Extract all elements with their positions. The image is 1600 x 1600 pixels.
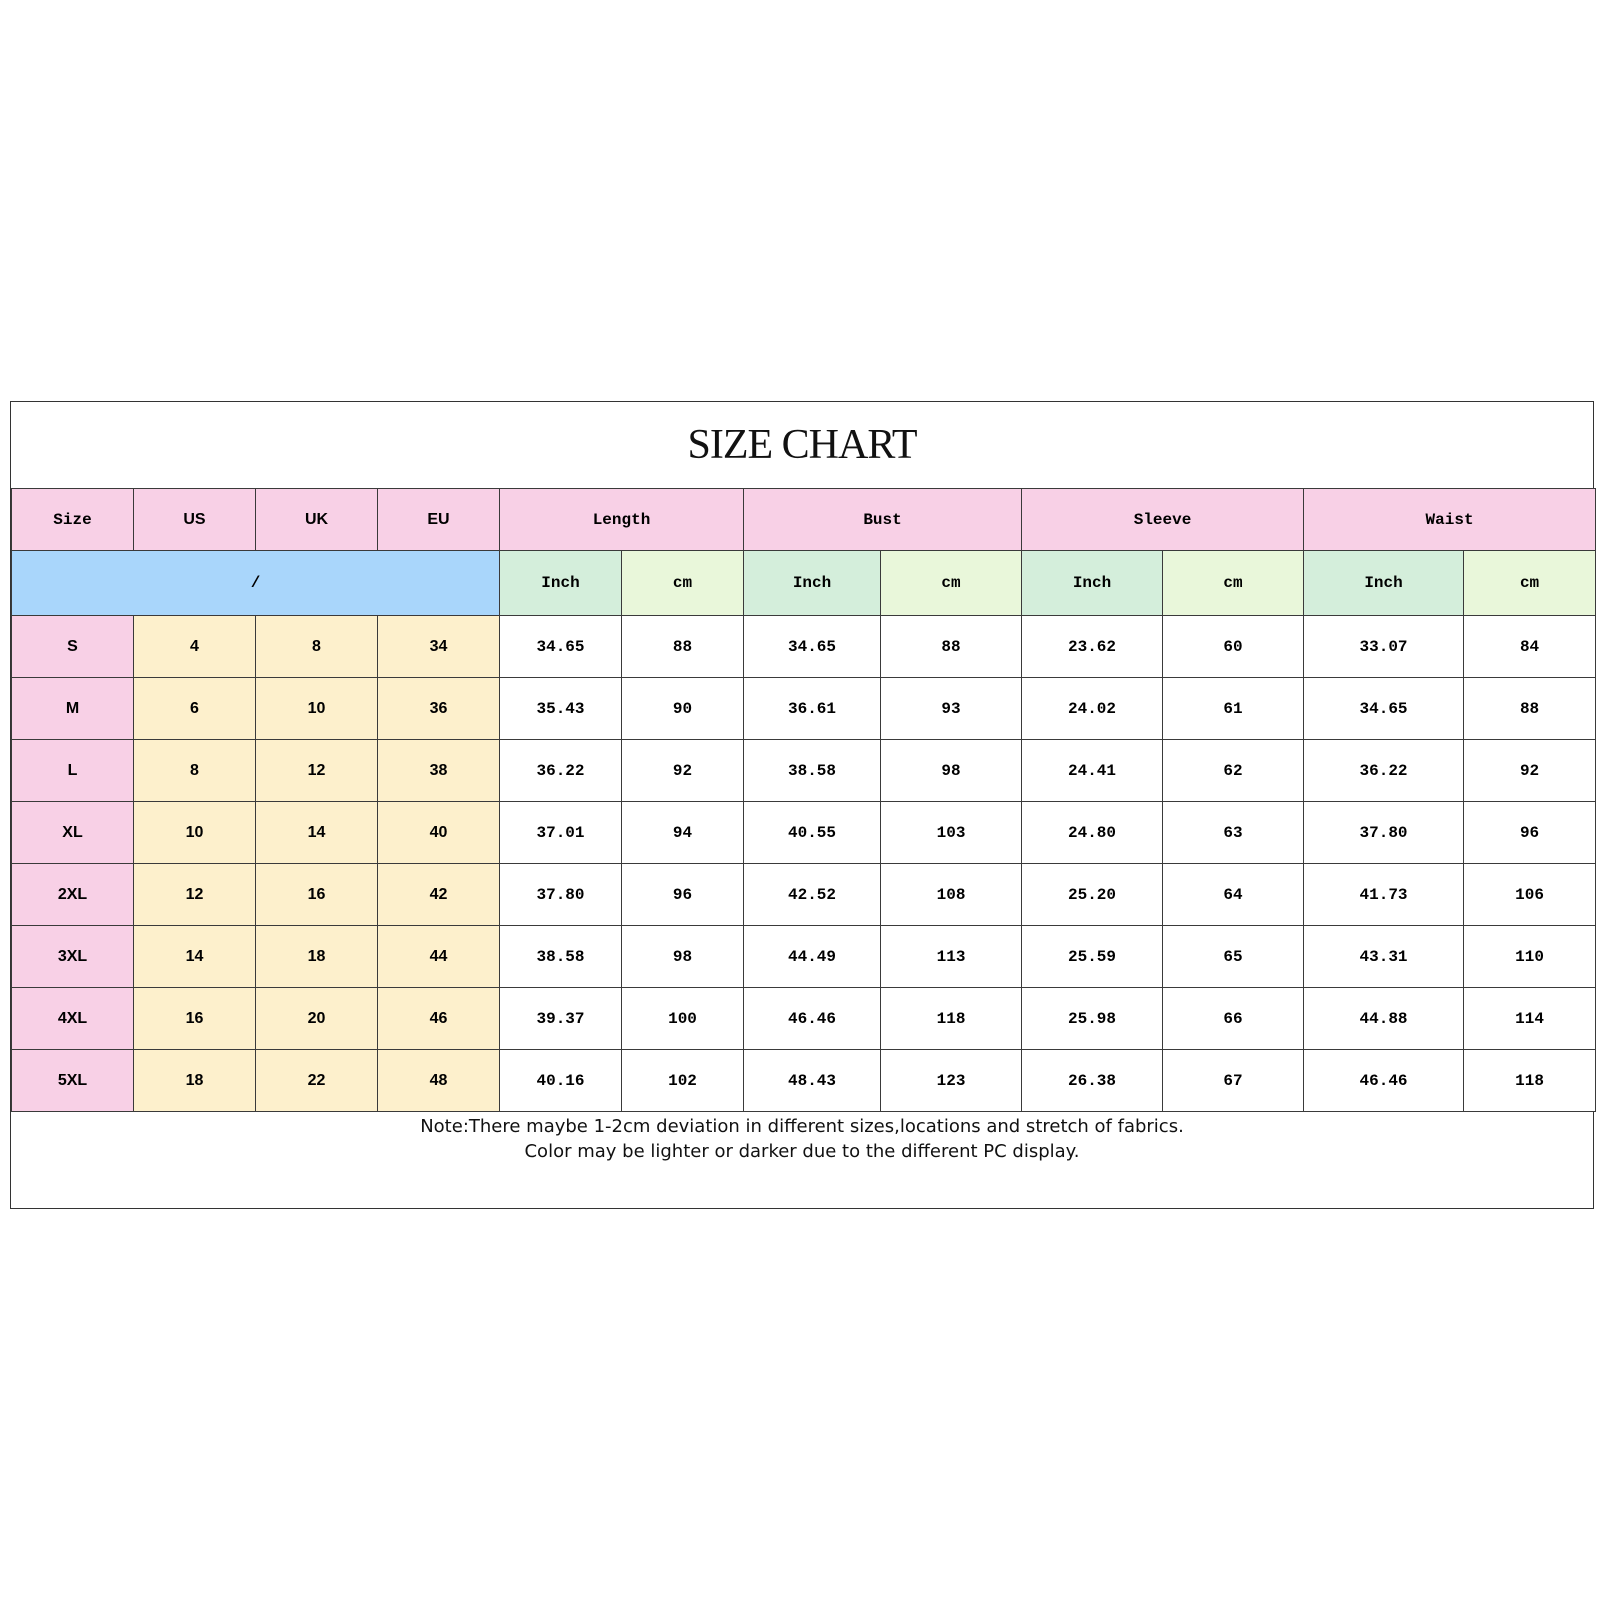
cell-sleeve-inch: 25.98 — [1022, 988, 1163, 1050]
cell-bust-cm: 118 — [881, 988, 1022, 1050]
cell-sleeve-inch: 24.02 — [1022, 678, 1163, 740]
cell-waist-cm: 106 — [1464, 864, 1596, 926]
header-us: US — [134, 489, 256, 551]
cell-size: M — [12, 678, 134, 740]
cell-uk: 18 — [256, 926, 378, 988]
header-eu: EU — [378, 489, 500, 551]
cell-waist-cm: 110 — [1464, 926, 1596, 988]
cell-eu: 48 — [378, 1050, 500, 1112]
cell-eu: 34 — [378, 616, 500, 678]
unit-row — [12, 551, 1596, 616]
cell-length-cm: 102 — [622, 1050, 744, 1112]
unit-bust-inch: Inch — [744, 551, 881, 616]
cell-length-inch: 38.58 — [500, 926, 622, 988]
cell-uk: 8 — [256, 616, 378, 678]
cell-waist-inch: 43.31 — [1304, 926, 1464, 988]
cell-eu: 40 — [378, 802, 500, 864]
table-row — [12, 802, 1596, 864]
cell-sleeve-cm: 67 — [1163, 1050, 1304, 1112]
cell-bust-inch: 38.58 — [744, 740, 881, 802]
cell-sleeve-inch: 25.59 — [1022, 926, 1163, 988]
cell-length-cm: 88 — [622, 616, 744, 678]
cell-us: 10 — [134, 802, 256, 864]
cell-sleeve-cm: 63 — [1163, 802, 1304, 864]
cell-sleeve-cm: 64 — [1163, 864, 1304, 926]
cell-sleeve-cm: 62 — [1163, 740, 1304, 802]
cell-bust-inch: 46.46 — [744, 988, 881, 1050]
cell-bust-inch: 42.52 — [744, 864, 881, 926]
cell-us: 14 — [134, 926, 256, 988]
cell-us: 18 — [134, 1050, 256, 1112]
cell-uk: 22 — [256, 1050, 378, 1112]
header-waist: Waist — [1304, 489, 1596, 551]
header-uk: UK — [256, 489, 378, 551]
cell-sleeve-cm: 61 — [1163, 678, 1304, 740]
unit-sleeve-inch: Inch — [1022, 551, 1163, 616]
cell-waist-inch: 41.73 — [1304, 864, 1464, 926]
cell-uk: 14 — [256, 802, 378, 864]
note-line-2: Color may be lighter or darker due to the different PC display. — [524, 1141, 1080, 1162]
note-line-1: Note:There maybe 1-2cm deviation in different sizes,locations and stretch of fabrics. — [420, 1116, 1184, 1137]
header-row — [12, 489, 1596, 551]
cell-bust-cm: 108 — [881, 864, 1022, 926]
cell-length-inch: 36.22 — [500, 740, 622, 802]
cell-waist-inch: 46.46 — [1304, 1050, 1464, 1112]
cell-length-cm: 98 — [622, 926, 744, 988]
cell-eu: 36 — [378, 678, 500, 740]
cell-length-inch: 37.01 — [500, 802, 622, 864]
cell-sleeve-inch: 23.62 — [1022, 616, 1163, 678]
cell-waist-inch: 36.22 — [1304, 740, 1464, 802]
table-row — [12, 988, 1596, 1050]
cell-size: 5XL — [12, 1050, 134, 1112]
cell-size: 4XL — [12, 988, 134, 1050]
cell-sleeve-inch: 25.20 — [1022, 864, 1163, 926]
cell-length-inch: 39.37 — [500, 988, 622, 1050]
cell-bust-inch: 36.61 — [744, 678, 881, 740]
unit-waist-inch: Inch — [1304, 551, 1464, 616]
cell-us: 12 — [134, 864, 256, 926]
cell-eu: 46 — [378, 988, 500, 1050]
cell-uk: 12 — [256, 740, 378, 802]
cell-waist-cm: 96 — [1464, 802, 1596, 864]
cell-us: 16 — [134, 988, 256, 1050]
cell-us: 6 — [134, 678, 256, 740]
cell-waist-cm: 92 — [1464, 740, 1596, 802]
cell-length-inch: 37.80 — [500, 864, 622, 926]
cell-waist-inch: 34.65 — [1304, 678, 1464, 740]
cell-bust-cm: 113 — [881, 926, 1022, 988]
cell-size: S — [12, 616, 134, 678]
table-row — [12, 678, 1596, 740]
cell-length-cm: 92 — [622, 740, 744, 802]
cell-length-cm: 100 — [622, 988, 744, 1050]
unit-bust-cm: cm — [881, 551, 1022, 616]
table-row — [12, 740, 1596, 802]
cell-length-inch: 34.65 — [500, 616, 622, 678]
cell-length-inch: 35.43 — [500, 678, 622, 740]
table-row — [12, 926, 1596, 988]
unit-sleeve-cm: cm — [1163, 551, 1304, 616]
cell-length-cm: 90 — [622, 678, 744, 740]
cell-waist-cm: 88 — [1464, 678, 1596, 740]
cell-length-inch: 40.16 — [500, 1050, 622, 1112]
header-length: Length — [500, 489, 744, 551]
cell-us: 4 — [134, 616, 256, 678]
header-bust: Bust — [744, 489, 1022, 551]
cell-length-cm: 94 — [622, 802, 744, 864]
size-chart — [10, 401, 1594, 1209]
cell-length-cm: 96 — [622, 864, 744, 926]
cell-size: L — [12, 740, 134, 802]
cell-size: 2XL — [12, 864, 134, 926]
cell-bust-cm: 93 — [881, 678, 1022, 740]
unit-waist-cm: cm — [1464, 551, 1596, 616]
cell-waist-cm: 118 — [1464, 1050, 1596, 1112]
cell-sleeve-cm: 65 — [1163, 926, 1304, 988]
cell-uk: 10 — [256, 678, 378, 740]
cell-waist-inch: 37.80 — [1304, 802, 1464, 864]
cell-uk: 20 — [256, 988, 378, 1050]
cell-waist-cm: 84 — [1464, 616, 1596, 678]
cell-bust-inch: 40.55 — [744, 802, 881, 864]
cell-size: XL — [12, 802, 134, 864]
cell-eu: 44 — [378, 926, 500, 988]
cell-bust-cm: 98 — [881, 740, 1022, 802]
unit-slash-cell: / — [12, 551, 500, 616]
cell-bust-inch: 34.65 — [744, 616, 881, 678]
cell-waist-cm: 114 — [1464, 988, 1596, 1050]
cell-us: 8 — [134, 740, 256, 802]
cell-sleeve-inch: 24.80 — [1022, 802, 1163, 864]
cell-bust-cm: 103 — [881, 802, 1022, 864]
header-sleeve: Sleeve — [1022, 489, 1304, 551]
table-row — [12, 1050, 1596, 1112]
cell-bust-cm: 123 — [881, 1050, 1022, 1112]
cell-bust-cm: 88 — [881, 616, 1022, 678]
cell-bust-inch: 48.43 — [744, 1050, 881, 1112]
cell-size: 3XL — [12, 926, 134, 988]
cell-eu: 42 — [378, 864, 500, 926]
table-row — [12, 616, 1596, 678]
note — [11, 1114, 1593, 1164]
cell-bust-inch: 44.49 — [744, 926, 881, 988]
cell-sleeve-inch: 24.41 — [1022, 740, 1163, 802]
cell-eu: 38 — [378, 740, 500, 802]
unit-length-inch: Inch — [500, 551, 622, 616]
cell-waist-inch: 33.07 — [1304, 616, 1464, 678]
table-row — [12, 864, 1596, 926]
cell-sleeve-cm: 66 — [1163, 988, 1304, 1050]
header-size: Size — [12, 489, 134, 551]
cell-sleeve-cm: 60 — [1163, 616, 1304, 678]
cell-waist-inch: 44.88 — [1304, 988, 1464, 1050]
unit-length-cm: cm — [622, 551, 744, 616]
cell-sleeve-inch: 26.38 — [1022, 1050, 1163, 1112]
chart-title: SIZE CHART — [687, 422, 917, 468]
size-table — [11, 488, 1596, 1112]
cell-uk: 16 — [256, 864, 378, 926]
